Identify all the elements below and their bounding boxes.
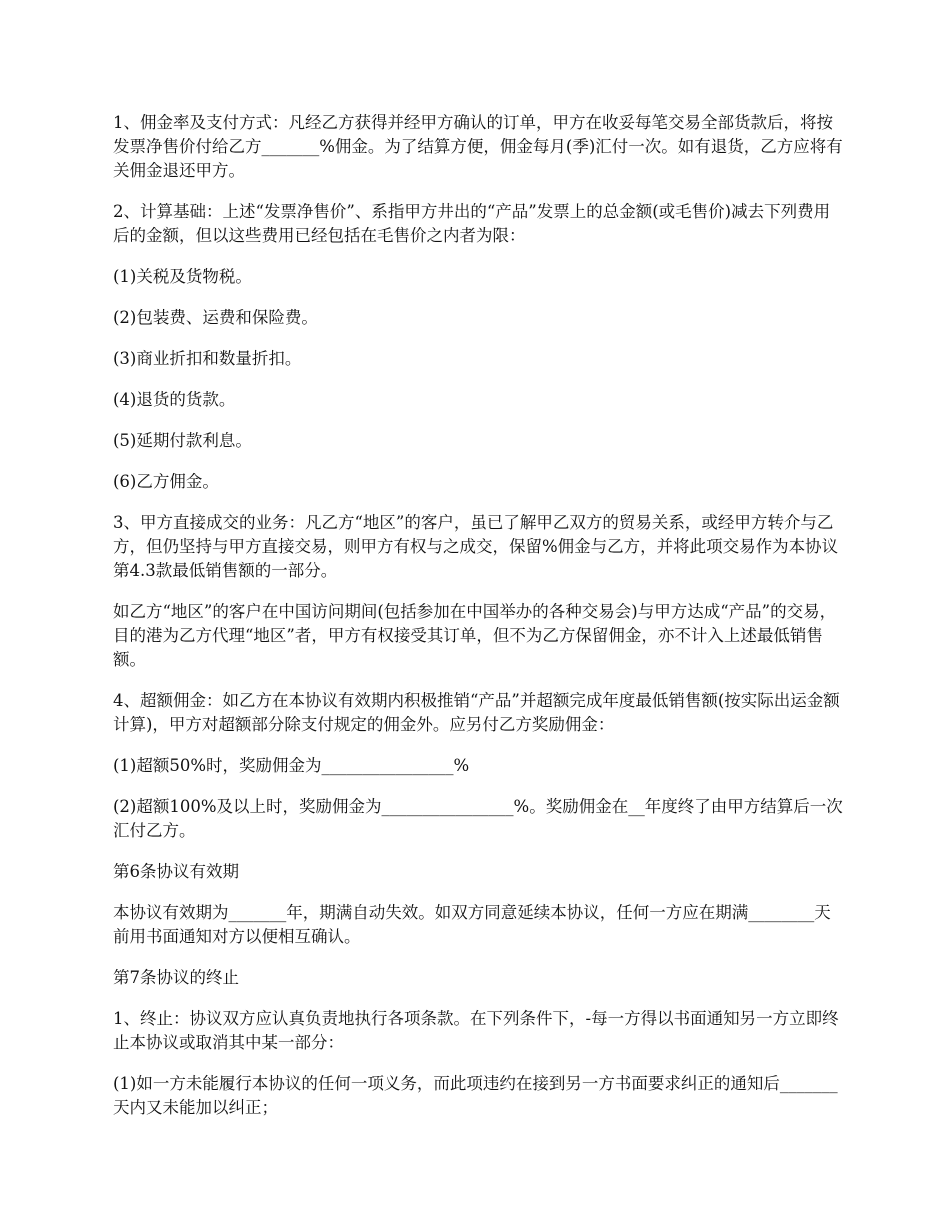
section-heading: 第7条协议的终止	[113, 968, 239, 987]
list-item: (1)关税及货物税。	[113, 267, 252, 286]
clause-calculation-basis: 2、计算基础：上述“发票净售价”、系指甲方井出的“产品”发票上的总金额(或毛售价)减去下列费用后的金额，但以这些费用已经包括在毛售价之内者为限：	[113, 202, 831, 245]
list-item: (2)包装费、运费和保险费。	[113, 308, 318, 327]
list-item: (2)超额100%及以上时，奖励佣金为________________%。奖励佣金在__年度终了由甲方结算后一次汇付乙方。	[113, 797, 843, 840]
list-item: (1)超额50%时，奖励佣金为________________%	[113, 756, 470, 775]
clause-validity: 本协议有效期为_______年，期满自动失效。如双方同意延续本协议，任何一方应在期满________天前用书面通知对方以便相互确认。	[113, 903, 831, 946]
list-item: (6)乙方佣金。	[113, 472, 219, 491]
section-heading: 第6条协议有效期	[113, 862, 239, 881]
list-item: (5)延期付款利息。	[113, 431, 252, 450]
clause-china-visit: 如乙方“地区”的客户在中国访问期间(包括参加在中国举办的各种交易会)与甲方达成“产品”的交易，目的港为乙方代理“地区”者，甲方有权接受其订单，但不为乙方保留佣金，亦不计入上述最低销售额。	[113, 602, 837, 669]
list-item: (1)如一方未能履行本协议的任何一项义务，而此项违约在接到另一方书面要求纠正的通知后_______天内又未能加以纠正；	[113, 1074, 838, 1117]
document-body	[113, 111, 843, 1137]
list-item: (4)退货的货款。	[113, 390, 236, 409]
clause-commission-rate: 1、佣金率及支付方式：凡经乙方获得并经甲方确认的订单，甲方在收妥每笔交易全部货款后，将按发票净售价付给乙方_______%佣金。为了结算方便，佣金每月(季)汇付一次。如有退货，乙方应将有关佣金退还甲方。	[113, 113, 843, 180]
list-item: (3)商业折扣和数量折扣。	[113, 349, 302, 368]
clause-direct-transactions: 3、甲方直接成交的业务：凡乙方“地区”的客户，虽已了解甲乙双方的贸易关系，或经甲方转介与乙方，但仍坚持与甲方直接交易，则甲方有权与之成交，保留%佣金与乙方，并将此项交易作为本协议第4.3款最低销售额的一部分。	[113, 513, 839, 580]
clause-termination: 1、终止：协议双方应认真负责地执行各项条款。在下列条件下，-每一方得以书面通知另一方立即终止本协议或取消其中某一部分：	[113, 1009, 839, 1052]
clause-excess-commission: 4、超额佣金：如乙方在本协议有效期内积极推销“产品”并超额完成年度最低销售额(按实际出运金额计算)，甲方对超额部分除支付规定的佣金外。应另付乙方奖励佣金：	[113, 691, 840, 734]
